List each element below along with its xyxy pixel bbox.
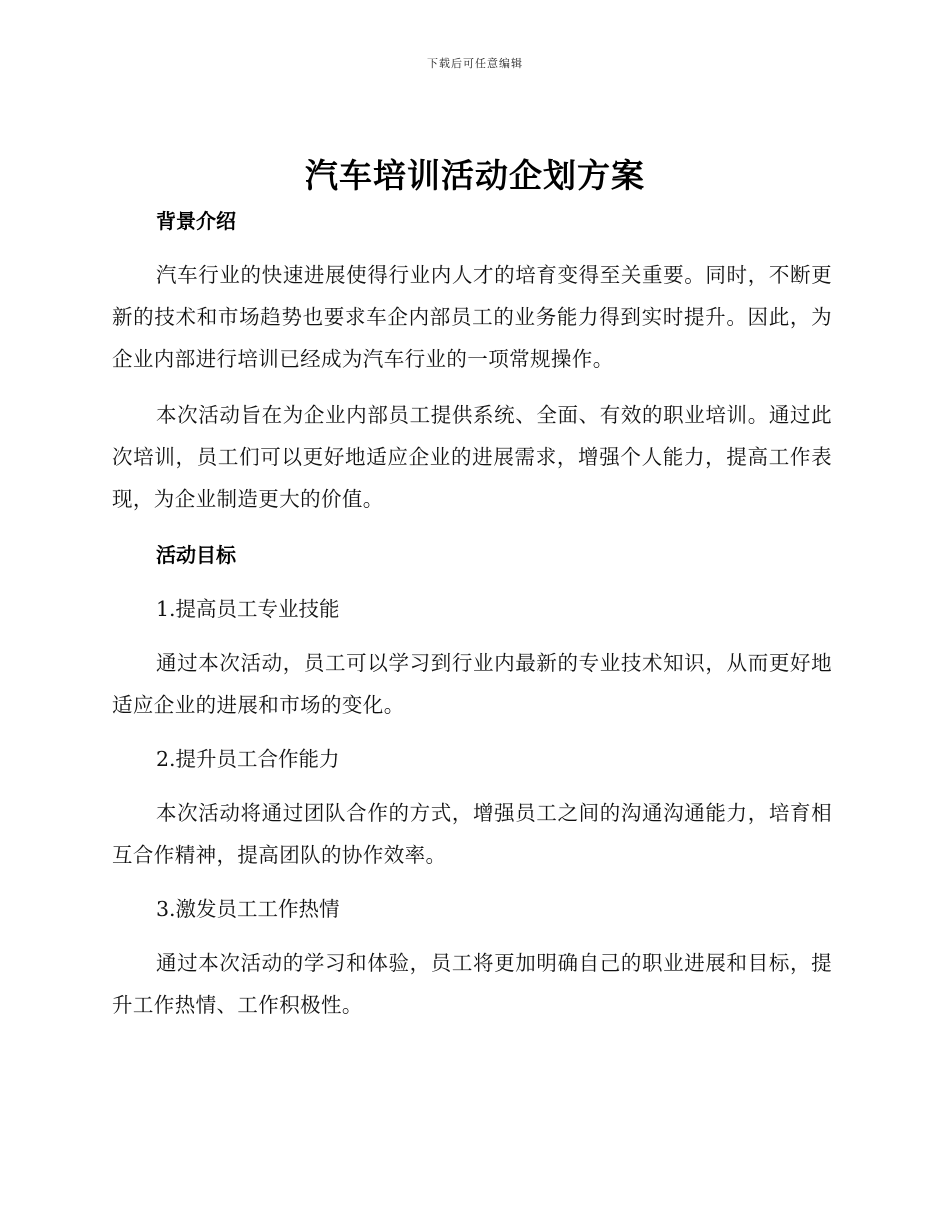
paragraph: 本次活动旨在为企业内部员工提供系统、全面、有效的职业培训。通过此次培训，员工们可以更好地适应企业的进展需求，增强个人能力，提高工作表现，为企业制造更大的价值。 xyxy=(112,403,832,511)
section-heading-background: 背景介绍 xyxy=(156,209,236,233)
goal-item-title: 3.激发员工工作热情 xyxy=(156,897,340,921)
goal-item-title: 2.提升员工合作能力 xyxy=(156,747,340,771)
goal-item-body: 本次活动将通过团队合作的方式，增强员工之间的沟通沟通能力，培育相互合作精神，提高团队的协作效率。 xyxy=(112,801,832,867)
document-title: 汽车培训活动企划方案 xyxy=(305,156,645,195)
goal-item-body: 通过本次活动，员工可以学习到行业内最新的专业技术知识，从而更好地适应企业的进展和市场的变化。 xyxy=(112,651,832,717)
goal-item-body: 通过本次活动的学习和体验，员工将更加明确自己的职业进展和目标，提升工作热情、工作积极性。 xyxy=(112,951,832,1017)
header-note: 下载后可任意编辑 xyxy=(427,57,523,70)
section-heading-goals: 活动目标 xyxy=(156,543,236,567)
paragraph: 汽车行业的快速进展使得行业内人才的培育变得至关重要。同时，不断更新的技术和市场趋势也要求车企内部员工的业务能力得到实时提升。因此，为企业内部进行培训已经成为汽车行业的一项常规操作。 xyxy=(112,263,832,371)
goal-item-title: 1.提高员工专业技能 xyxy=(156,597,340,621)
document-body xyxy=(112,200,832,1026)
